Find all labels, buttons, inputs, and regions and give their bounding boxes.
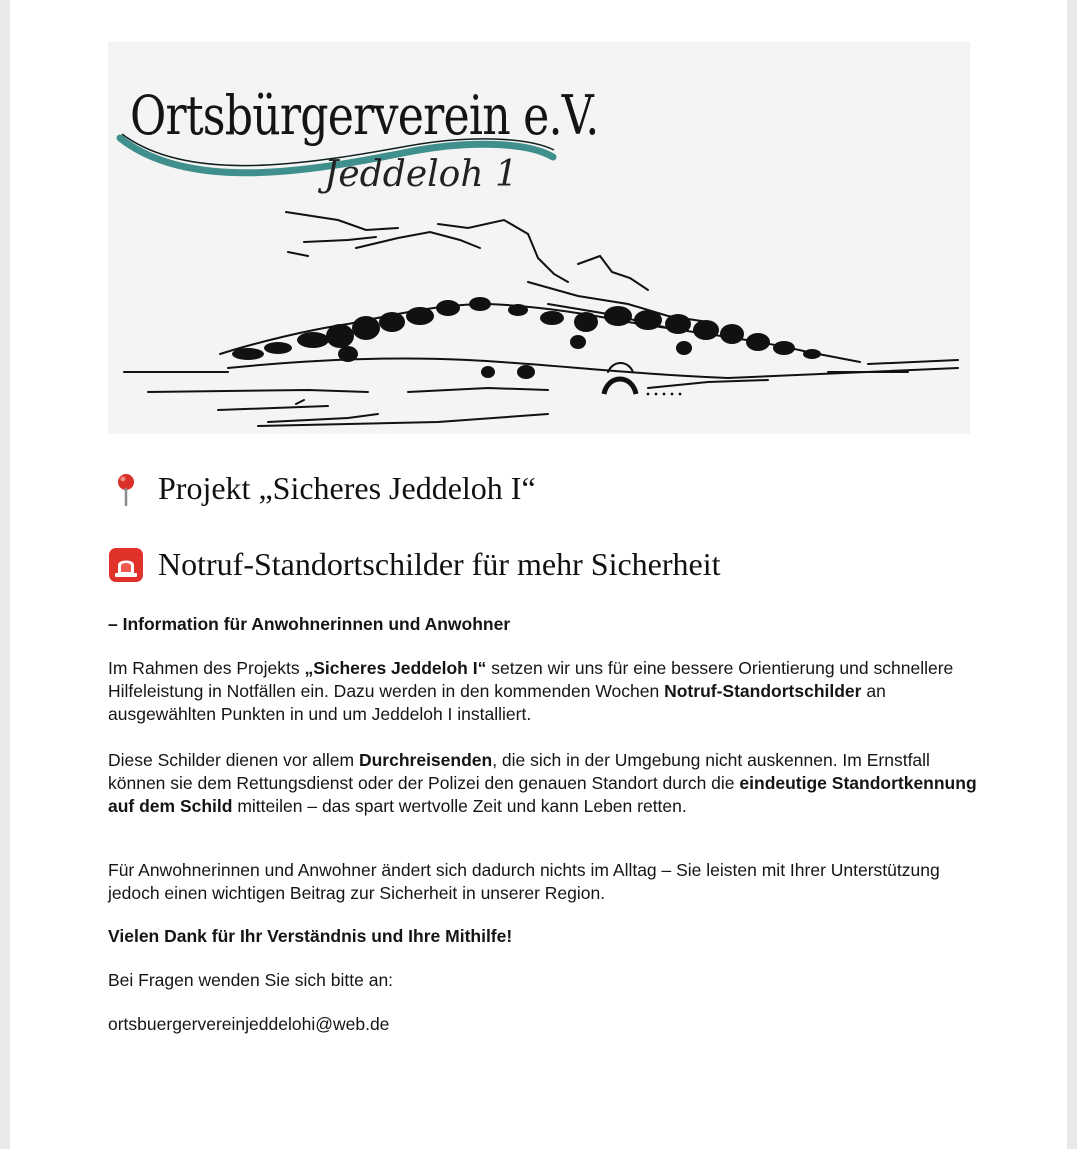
logo-title: Ortsbürgerverein e.V. <box>130 84 599 147</box>
logo-subtitle: Jeddeloh 1 <box>324 154 518 195</box>
header-banner <box>108 42 970 434</box>
contact-email[interactable]: ortsbuergervereinjeddelohi@web.de <box>108 1014 390 1034</box>
signs-heading <box>108 546 721 583</box>
paragraph-project: Im Rahmen des Projekts „Sicheres Jeddeloh I“ setzen wir uns für eine bessere Orientierung und schnellere Hilfeleistung in Notfällen ein. Dazu werden in den kommenden Wochen Notruf-Standortschilder an ausgewählten Punkten in und um Jeddeloh I installiert. <box>108 658 954 724</box>
thanks-line: Vielen Dank für Ihr Verständnis und Ihre Mithilfe! <box>108 926 513 946</box>
info-subtitle: – Information für Anwohnerinnen und Anwohner <box>108 614 511 634</box>
paragraph-residents: Für Anwohnerinnen und Anwohner ändert sich dadurch nichts im Alltag – Sie leisten mit Ihrer Unterstützung jedoch einen wichtigen Beitrag zur Sicherheit in unserer Region. <box>108 860 940 903</box>
document-page <box>10 0 1067 1149</box>
project-heading <box>108 470 536 507</box>
rotating-light-icon <box>108 547 144 583</box>
round-pushpin-icon <box>108 471 144 507</box>
paragraph-purpose: Diese Schilder dienen vor allem Durchreisenden, die sich in der Umgebung nicht auskennen. Im Ernstfall können sie dem Rettungsdienst oder der Polizei den genauen Standort durch die eindeutige Standortkennung auf dem Schild mitteilen – das spart wertvolle Zeit und kann Leben retten. <box>108 750 977 816</box>
contact-label: Bei Fragen wenden Sie sich bitte an: <box>108 970 394 990</box>
project-heading-text: Projekt „Sicheres Jeddeloh I“ <box>158 470 536 506</box>
signs-heading-text: Notruf-Standortschilder für mehr Sicherheit <box>158 546 721 582</box>
